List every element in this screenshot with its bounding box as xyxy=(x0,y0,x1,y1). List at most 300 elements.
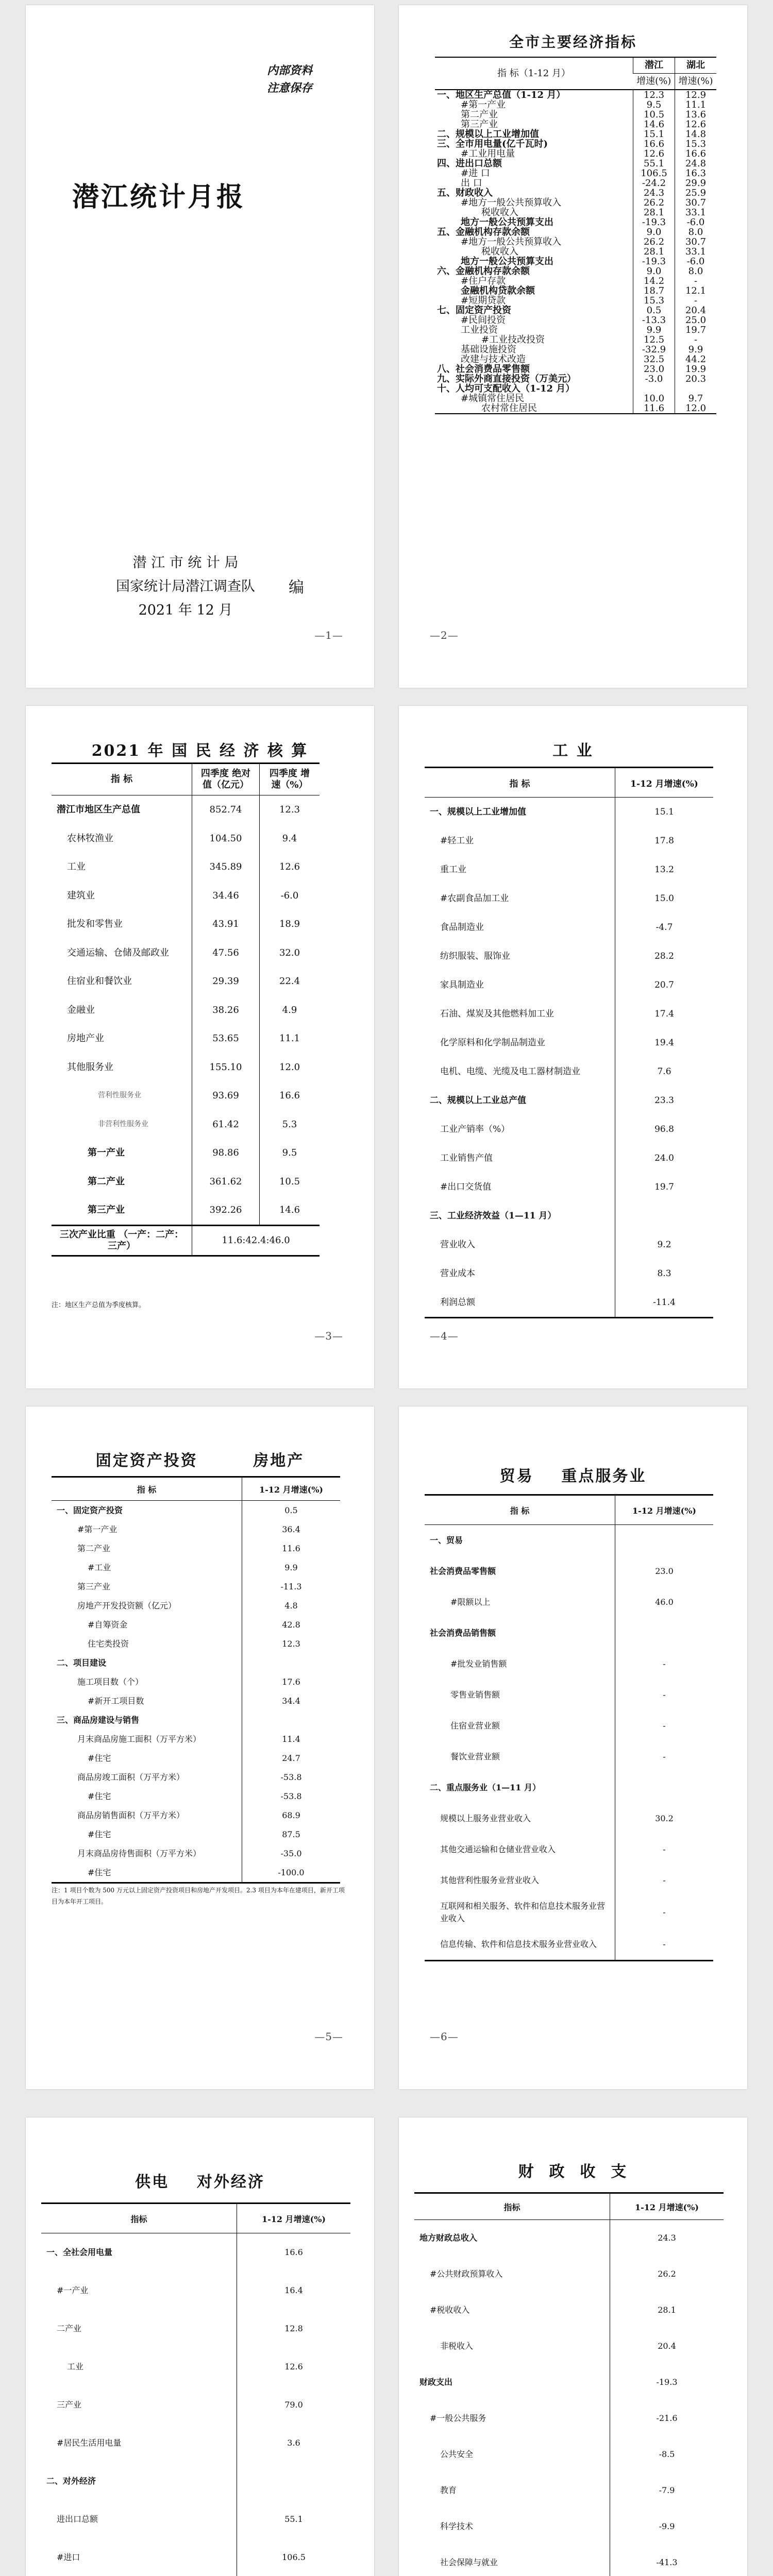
hubei-value: - xyxy=(675,296,717,306)
growth-value: -4.7 xyxy=(615,913,714,942)
gdp-absolute-value: 38.26 xyxy=(192,996,260,1025)
investment-row xyxy=(52,1825,340,1844)
hubei-value: -6.0 xyxy=(675,257,717,266)
indicator-label: 化学原料和化学制品制造业 xyxy=(440,1038,545,1048)
investment-table xyxy=(52,1476,340,1884)
growth-value: 42.8 xyxy=(242,1615,341,1634)
industry-row xyxy=(425,1086,713,1115)
indicator-label: #工业技改投资 xyxy=(481,334,545,345)
growth-value: 12.8 xyxy=(237,2310,351,2348)
col-header-rate: 增速(%) xyxy=(675,74,717,90)
gdp-absolute-value: 155.10 xyxy=(192,1053,260,1082)
indicator-label: #住户存款 xyxy=(461,276,506,286)
indicator-row xyxy=(435,286,716,296)
gdp-item-label: 房地产业 xyxy=(67,1033,104,1044)
gdp-growth-value: -6.0 xyxy=(260,882,320,910)
industry-row xyxy=(425,1230,713,1259)
qianjiang-value: 26.2 xyxy=(633,237,675,247)
qianjiang-value: -32.9 xyxy=(633,345,675,354)
fiscal-row xyxy=(414,2472,724,2509)
gdp-absolute-value: 98.86 xyxy=(192,1139,260,1167)
growth-value: 15.0 xyxy=(615,884,714,913)
indicator-row xyxy=(435,168,716,178)
hubei-value: 24.8 xyxy=(675,159,717,168)
indicator-label: 第二产业 xyxy=(77,1544,111,1553)
indicator-label: 工业销售产值 xyxy=(440,1153,493,1163)
industry-table xyxy=(425,767,713,1318)
qianjiang-value: 9.5 xyxy=(633,100,675,110)
indicator-label: 纺织服装、服饰业 xyxy=(440,951,510,961)
indicator-label: 第三产业 xyxy=(461,119,498,130)
indicator-row xyxy=(435,110,716,120)
qianjiang-value: 106.5 xyxy=(633,168,675,178)
col-header-rate: 1-12 月增速(%) xyxy=(615,1495,714,1525)
page-number: —4— xyxy=(430,1330,459,1342)
trade-row xyxy=(425,1865,713,1896)
gdp-absolute-value: 104.50 xyxy=(192,824,260,853)
investment-row xyxy=(52,1730,340,1749)
page-title: 贸易 重点服务业 xyxy=(499,1467,647,1485)
growth-value: 24.7 xyxy=(242,1749,341,1768)
growth-value: - xyxy=(615,1896,714,1929)
investment-row xyxy=(52,1596,340,1615)
gdp-growth-value: 12.6 xyxy=(260,853,320,882)
industry-ratio-label: 三次产业比重 （一产：二产：三产） xyxy=(52,1225,192,1256)
hubei-value: 29.9 xyxy=(675,178,717,188)
qianjiang-value: 12.3 xyxy=(633,90,675,100)
qianjiang-value: 12.5 xyxy=(633,335,675,345)
indicator-label: 地方一般公共预算支出 xyxy=(461,217,553,228)
gdp-growth-value: 18.9 xyxy=(260,910,320,939)
gdp-row xyxy=(52,910,320,939)
fiscal-row xyxy=(414,2256,724,2292)
page-title: 财 政 收 支 xyxy=(518,2163,628,2181)
indicator-label: 月末商品房施工面积（万平方米） xyxy=(77,1734,201,1744)
page-number: —1— xyxy=(314,629,343,641)
gdp-item-label: 第三产业 xyxy=(52,1196,192,1225)
growth-value: -53.8 xyxy=(242,1787,341,1806)
gdp-absolute-value: 29.39 xyxy=(192,967,260,996)
power-row xyxy=(41,2348,350,2386)
hubei-value: 44.2 xyxy=(675,354,717,364)
hubei-value: 8.0 xyxy=(675,227,717,237)
col-header-indicator: 指 标 xyxy=(425,1495,615,1525)
growth-value: - xyxy=(615,1649,714,1680)
indicator-row xyxy=(435,296,716,306)
growth-value: 24.0 xyxy=(615,1144,714,1173)
gdp-row xyxy=(52,996,320,1025)
gdp-table xyxy=(52,762,320,1257)
indicator-label: #轻工业 xyxy=(440,836,474,846)
indicator-label: #税收收入 xyxy=(430,2305,470,2315)
indicator-label: 利润总额 xyxy=(425,1288,615,1318)
gdp-absolute-value: 392.26 xyxy=(192,1196,260,1225)
gdp-row xyxy=(52,1110,320,1139)
indicator-label: 电机、电缆、光缆及电工器材制造业 xyxy=(440,1066,580,1077)
investment-row xyxy=(52,1520,340,1539)
growth-value: - xyxy=(615,1680,714,1710)
indicator-row xyxy=(435,237,716,247)
qianjiang-value: -13.3 xyxy=(633,315,675,325)
indicator-label: 七、固定资产投资 xyxy=(437,305,511,316)
gdp-item-label: 工业 xyxy=(67,861,86,872)
growth-value: -8.5 xyxy=(610,2436,724,2472)
indicator-label: 农村常住居民 xyxy=(435,403,633,414)
indicator-label: 一、贸易 xyxy=(430,1535,463,1545)
gdp-absolute-value: 852.74 xyxy=(192,795,260,824)
indicator-label: #城镇常住居民 xyxy=(461,393,525,404)
growth-value: 68.9 xyxy=(242,1806,341,1825)
page-6-trade-services xyxy=(399,1406,747,2089)
growth-value: 11.4 xyxy=(242,1730,341,1749)
hubei-value: 30.7 xyxy=(675,237,717,247)
indicator-label: 十、人均可支配收入（1-12 月） xyxy=(437,383,575,394)
gdp-item-label: 住宿业和餐饮业 xyxy=(67,976,132,987)
growth-value: 17.6 xyxy=(242,1672,341,1691)
hubei-value: 30.7 xyxy=(675,198,717,208)
page-number: —3— xyxy=(314,1330,343,1342)
indicator-row xyxy=(435,306,716,315)
fiscal-row xyxy=(414,2328,724,2364)
indicator-row xyxy=(435,325,716,335)
qianjiang-value: 11.6 xyxy=(633,403,675,414)
indicator-row xyxy=(435,139,716,149)
col-header-hubei: 湖北 xyxy=(675,57,717,74)
growth-value: -100.0 xyxy=(242,1863,341,1883)
gdp-row xyxy=(52,1167,320,1196)
col-header-indicator: 指 标 xyxy=(425,768,615,798)
indicator-label: 工业产销率（%） xyxy=(440,1124,510,1134)
gdp-item-label: 农林牧渔业 xyxy=(67,833,113,844)
page-number: —5— xyxy=(314,2030,343,2043)
page-title: 2021 年 国 民 经 济 核 算 xyxy=(91,742,309,760)
indicator-label: 零售业销售额 xyxy=(450,1690,500,1700)
growth-value: 16.6 xyxy=(237,2233,351,2272)
confidential-mark xyxy=(267,62,312,97)
indicator-label: 石油、煤炭及其他燃料加工业 xyxy=(440,1009,554,1019)
hubei-value: 11.1 xyxy=(675,100,717,110)
growth-value: 16.4 xyxy=(237,2272,351,2310)
indicator-label: 二、规模以上工业增加值 xyxy=(437,129,539,140)
indicator-label: 公共安全 xyxy=(440,2449,474,2459)
indicator-row xyxy=(435,364,716,374)
indicator-label: #住宅 xyxy=(88,1791,111,1801)
gdp-item-label: 第一产业 xyxy=(88,1147,125,1158)
industry-row xyxy=(425,826,713,855)
gdp-growth-value: 10.5 xyxy=(260,1167,320,1196)
indicator-row xyxy=(435,129,716,139)
qianjiang-value: 28.1 xyxy=(633,247,675,257)
col-header-qianjiang: 潜江 xyxy=(633,57,675,74)
gdp-growth-value: 5.3 xyxy=(260,1110,320,1139)
hubei-value xyxy=(675,384,717,394)
indicator-row xyxy=(435,178,716,188)
industry-row xyxy=(425,1028,713,1057)
growth-value: -11.3 xyxy=(242,1577,341,1596)
indicator-row xyxy=(435,276,716,286)
hubei-value: 15.3 xyxy=(675,139,717,149)
indicator-label: #第一产业 xyxy=(77,1524,117,1534)
indicator-row xyxy=(435,335,716,345)
indicator-label: 地方一般公共预算支出 xyxy=(461,256,553,267)
page-note: 注：1 项目个数为 500 万元以上固定资产投资项目和房地产开发项目。2.3 项目为本年在建项目，新开工项目为本年开工项目。 xyxy=(52,1887,345,1905)
trade-row xyxy=(425,1772,713,1803)
qianjiang-value: -3.0 xyxy=(633,374,675,384)
industry-row xyxy=(425,855,713,884)
trade-row xyxy=(425,1680,713,1710)
col-header-indicator: 指 标 xyxy=(52,1477,242,1501)
qianjiang-value: 28.1 xyxy=(633,208,675,217)
indicator-label: 出 口 xyxy=(461,178,482,189)
power-row xyxy=(41,2462,350,2500)
gdp-absolute-value: 34.46 xyxy=(192,882,260,910)
gdp-row xyxy=(52,1024,320,1053)
editor-mark: 编 xyxy=(289,579,304,597)
growth-value: 55.1 xyxy=(237,2500,351,2538)
qianjiang-value: 24.3 xyxy=(633,188,675,198)
growth-value: - xyxy=(615,1865,714,1896)
qianjiang-value: 0.5 xyxy=(633,306,675,315)
growth-value xyxy=(242,1710,341,1730)
indicator-label: 住宿业营业额 xyxy=(450,1721,500,1731)
industry-row xyxy=(425,913,713,942)
publish-date: 2021 年 12 月 xyxy=(138,602,233,618)
indicator-label: 住宅类投资 xyxy=(88,1639,129,1649)
growth-value: - xyxy=(615,1710,714,1741)
indicator-label: #自筹资金 xyxy=(88,1620,128,1630)
hubei-value: - xyxy=(675,276,717,286)
indicator-label: #工业 xyxy=(88,1563,111,1572)
growth-value: 9.9 xyxy=(242,1558,341,1577)
growth-value: 11.6 xyxy=(242,1539,341,1558)
hubei-value: 19.9 xyxy=(675,364,717,374)
growth-value: -53.8 xyxy=(242,1768,341,1787)
indicator-label: 工业投资 xyxy=(461,325,498,335)
page-title: 工 业 xyxy=(552,742,594,760)
growth-value: 106.5 xyxy=(237,2538,351,2576)
gdp-item-label: 第二产业 xyxy=(88,1176,125,1187)
hubei-value: 12.0 xyxy=(675,403,717,414)
indicator-label: 一、地区生产总值（1-12 月） xyxy=(437,90,566,100)
gdp-absolute-value: 345.89 xyxy=(192,853,260,882)
indicator-row xyxy=(435,257,716,266)
growth-value xyxy=(615,1201,714,1230)
hubei-value: 9.9 xyxy=(675,345,717,354)
growth-value: -41.3 xyxy=(610,2545,724,2576)
power-row xyxy=(41,2386,350,2424)
indicator-label: 施工项目数（个） xyxy=(77,1677,144,1687)
hubei-value: 25.9 xyxy=(675,188,717,198)
page-4-industry xyxy=(399,706,747,1388)
hubei-value: 33.1 xyxy=(675,247,717,257)
indicator-label: 五、金融机构存款余额 xyxy=(437,227,530,238)
qianjiang-value: 15.3 xyxy=(633,296,675,306)
page-5-investment xyxy=(26,1406,374,2089)
gdp-item-label: 金融业 xyxy=(67,1004,95,1015)
gdp-row xyxy=(52,853,320,882)
gdp-absolute-value: 47.56 xyxy=(192,939,260,968)
industry-row xyxy=(425,1259,713,1288)
investment-row xyxy=(52,1787,340,1806)
gdp-growth-value: 14.6 xyxy=(260,1196,320,1225)
power-row xyxy=(41,2272,350,2310)
trade-row xyxy=(425,1556,713,1587)
qianjiang-value: 15.1 xyxy=(633,129,675,139)
indicator-label: 二、对外经济 xyxy=(46,2476,96,2486)
qianjiang-value: 14.2 xyxy=(633,276,675,286)
fiscal-row xyxy=(414,2509,724,2545)
indicator-label: 科学技术 xyxy=(440,2521,474,2531)
growth-value: -7.9 xyxy=(610,2472,724,2509)
gdp-row xyxy=(52,1081,320,1110)
col-header-rate: 1-12 月增速(%) xyxy=(610,2193,724,2220)
growth-value: 87.5 xyxy=(242,1825,341,1844)
growth-value: 7.6 xyxy=(615,1057,714,1086)
publisher-block xyxy=(98,551,273,622)
indicator-row xyxy=(435,345,716,354)
indicator-label: 其他营利性服务业营业收入 xyxy=(440,1875,540,1885)
trade-row xyxy=(425,1929,713,1961)
hubei-value: - xyxy=(675,335,717,345)
growth-value: 30.2 xyxy=(615,1803,714,1834)
indicator-label: 信息传输、软件和信息技术服务业营业收入 xyxy=(425,1929,615,1961)
indicator-label: #一产业 xyxy=(57,2285,89,2295)
qianjiang-value: -19.3 xyxy=(633,217,675,227)
indicator-label: 商品房销售面积（万平方米） xyxy=(77,1810,185,1820)
indicator-label: #一般公共服务 xyxy=(430,2413,486,2423)
col-header-rate: 1-12 月增速(%) xyxy=(615,768,714,798)
growth-value: 12.3 xyxy=(242,1634,341,1653)
hubei-value: 25.0 xyxy=(675,315,717,325)
growth-value: 0.5 xyxy=(242,1501,341,1520)
indicator-label: 三、商品房建设与销售 xyxy=(57,1715,140,1725)
qianjiang-value: 10.5 xyxy=(633,110,675,120)
hubei-value: 20.3 xyxy=(675,374,717,384)
indicator-label: 基础设施投资 xyxy=(461,344,516,355)
growth-value: 28.2 xyxy=(615,942,714,971)
fiscal-row xyxy=(414,2364,724,2400)
growth-value: 20.7 xyxy=(615,971,714,999)
hubei-value: 19.7 xyxy=(675,325,717,335)
fiscal-row xyxy=(414,2220,724,2257)
page-7-power-trade xyxy=(26,2117,374,2576)
indicator-label: 规模以上服务业营业收入 xyxy=(440,1814,531,1823)
hubei-value: 14.8 xyxy=(675,129,717,139)
industry-row xyxy=(425,1144,713,1173)
indicator-label: 食品制造业 xyxy=(440,922,484,933)
growth-value: 79.0 xyxy=(237,2386,351,2424)
indicator-label: 八、社会消费品零售额 xyxy=(437,364,530,375)
indicator-row xyxy=(435,100,716,110)
growth-value: 23.0 xyxy=(615,1556,714,1587)
industry-row xyxy=(425,884,713,913)
indicator-label: #新开工项目数 xyxy=(88,1696,144,1706)
hubei-value: 8.0 xyxy=(675,266,717,276)
trade-row xyxy=(425,1587,713,1618)
qianjiang-value: -24.2 xyxy=(633,178,675,188)
industry-row xyxy=(425,798,713,827)
growth-value: 96.8 xyxy=(615,1115,714,1144)
indicator-row xyxy=(435,198,716,208)
growth-value: -21.6 xyxy=(610,2400,724,2436)
gdp-row xyxy=(52,967,320,996)
indicator-label: #进 口 xyxy=(461,168,490,179)
trade-row xyxy=(425,1803,713,1834)
fiscal-row xyxy=(414,2545,724,2576)
indicator-label: 六、金融机构存款余额 xyxy=(437,266,530,277)
growth-value: 12.6 xyxy=(237,2348,351,2386)
indicator-label: #短期贷款 xyxy=(461,295,506,306)
qianjiang-value: 10.0 xyxy=(633,394,675,403)
confidential-line-2: 注意保存 xyxy=(266,81,312,95)
indicator-label: 教育 xyxy=(440,2485,457,2495)
indicator-label: #住宅 xyxy=(52,1863,242,1883)
qianjiang-value: 9.0 xyxy=(633,266,675,276)
power-row xyxy=(41,2310,350,2348)
qianjiang-value: 55.1 xyxy=(633,159,675,168)
qianjiang-value: 12.6 xyxy=(633,149,675,159)
indicator-label: 其他交通运输和仓储业营业收入 xyxy=(440,1844,556,1854)
indicator-label: #第一产业 xyxy=(461,99,506,110)
gdp-growth-value: 22.4 xyxy=(260,967,320,996)
industry-row xyxy=(425,1115,713,1144)
power-row xyxy=(41,2424,350,2462)
growth-value: -35.0 xyxy=(242,1844,341,1863)
indicator-row xyxy=(435,394,716,403)
gdp-item-label: 其他服务业 xyxy=(67,1061,113,1073)
indicator-label: 一、固定资产投资 xyxy=(57,1505,123,1515)
page-note: 注：地区生产总值为季度核算。 xyxy=(52,1301,146,1309)
growth-value: - xyxy=(615,1834,714,1865)
trade-row xyxy=(425,1896,713,1929)
industry-row xyxy=(425,942,713,971)
indicator-label: #批发业销售额 xyxy=(450,1659,507,1669)
growth-value: 9.2 xyxy=(615,1230,714,1259)
growth-value: 4.8 xyxy=(242,1596,341,1615)
trade-table xyxy=(425,1494,713,1961)
growth-value: -11.4 xyxy=(615,1288,714,1318)
indicator-label: #居民生活用电量 xyxy=(57,2438,122,2448)
growth-value: 19.4 xyxy=(615,1028,714,1057)
indicator-label: 财政支出 xyxy=(419,2377,453,2387)
main-indicators-table xyxy=(435,57,716,414)
col-header-rate: 增速(%) xyxy=(633,74,675,90)
page-title: 全市主要经济指标 xyxy=(509,33,637,50)
indicator-label: 房地产开发投资额（亿元） xyxy=(77,1601,177,1611)
indicator-row xyxy=(435,217,716,227)
indicator-label: 二、规模以上工业总产值 xyxy=(430,1095,526,1106)
indicator-label: #住宅 xyxy=(88,1753,111,1763)
indicator-row xyxy=(435,266,716,276)
indicator-row xyxy=(435,384,716,394)
indicator-label: 营业成本 xyxy=(440,1268,475,1279)
confidential-line-1: 内部资料 xyxy=(266,64,312,77)
investment-row xyxy=(52,1672,340,1691)
page-1-cover xyxy=(26,5,374,688)
indicator-row xyxy=(435,120,716,129)
gdp-growth-value: 12.3 xyxy=(260,795,320,824)
growth-value: - xyxy=(615,1929,714,1961)
indicator-row xyxy=(435,247,716,257)
col-header-indicator: 指 标（1-12 月） xyxy=(435,57,633,90)
trade-row xyxy=(425,1741,713,1772)
page-2-main-indicators xyxy=(399,5,747,688)
industry-row xyxy=(425,1288,713,1318)
indicator-label: #民间投资 xyxy=(461,315,506,326)
indicator-label: 二、项目建设 xyxy=(57,1658,107,1668)
indicator-label: 一、规模以上工业增加值 xyxy=(430,807,526,817)
trade-row xyxy=(425,1525,713,1556)
